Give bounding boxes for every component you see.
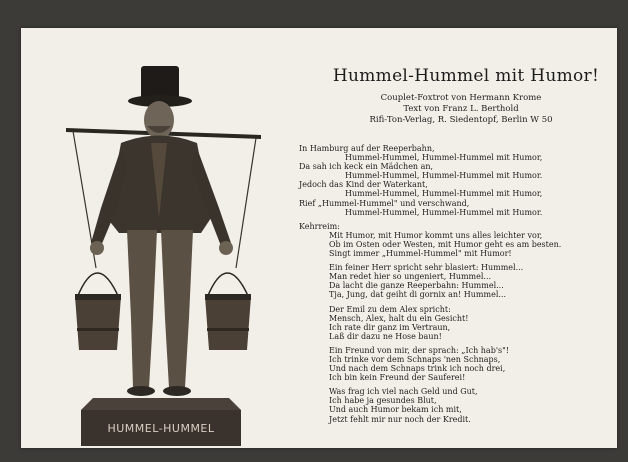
lyric-line: Hummel-Hummel, Hummel-Hummel mit Humor,	[345, 153, 543, 163]
lyric-line: Mit Humor, mit Humor kommt uns alles leichter vor,	[329, 230, 543, 240]
lyric-line: Hummel-Hummel, Hummel-Hummel mit Humor.	[345, 171, 543, 181]
lyric-line: Was frag ich viel nach Geld und Gut,	[329, 387, 478, 397]
lyric-line: Ein feiner Herr spricht sehr blasiert: Hummel...	[329, 263, 524, 273]
lyric-line: Ich trinke vor dem Schnaps 'nen Schnaps,	[329, 354, 501, 364]
lyric-line: Da lacht die ganze Reeperbahn: Hummel...	[329, 281, 504, 291]
lyric-line: Rief „Hummel-Hummel" und verschwand,	[299, 198, 470, 208]
lyric-line: Hummel-Hummel, Hummel-Hummel mit Humor,	[345, 189, 543, 199]
lyric-line: Ich habe ja gesundes Blut,	[329, 396, 437, 406]
lyric-line: Laß dir dazu ne Hose baun!	[329, 331, 442, 341]
lyric-line: Jedoch das Kind der Waterkant,	[299, 180, 428, 190]
statue-illustration	[61, 58, 291, 448]
lyric-line: Ich bin kein Freund der Sauferei!	[329, 373, 466, 383]
refrain-label: Kehrreim:	[299, 221, 340, 231]
credit-line: Couplet-Foxtrot von Hermann Krome	[380, 93, 542, 103]
lyrics	[299, 144, 609, 424]
credit-line: Text von Franz L. Berthold	[403, 104, 519, 114]
lyric-line: Man redet hier so ungeniert, Hummel...	[329, 272, 492, 282]
lyric-line: Ein Freund von mir, der sprach: „Ich hab's"!	[329, 345, 510, 355]
lyric-line: Ich rate dir ganz im Vertraun,	[329, 322, 451, 332]
lyric-line: Da sah ich keck ein Mädchen an,	[299, 162, 434, 172]
lyric-line: Und auch Humor bekam ich mit,	[329, 405, 462, 415]
lyric-line: Mensch, Alex, halt du ein Gesicht!	[329, 313, 469, 323]
lyric-line: In Hamburg auf der Reeperbahn,	[299, 144, 435, 153]
lyric-line: Hummel-Hummel, Hummel-Hummel mit Humor.	[345, 207, 543, 217]
lyric-line: Der Emil zu dem Alex spricht:	[329, 304, 451, 314]
song-title: Hummel-Hummel mit Humor!	[332, 66, 600, 86]
lyric-line: Ob im Osten oder Westen, mit Humor geht es am besten.	[329, 239, 562, 249]
credit-line: Rifi-Ton-Verlag, R. Siedentopf, Berlin W 50	[369, 115, 553, 125]
statue-base-text: HUMMEL-HUMMEL	[107, 422, 215, 435]
credits	[321, 93, 601, 126]
lyric-line: Jetzt fehlt mir nur noch der Kredit.	[329, 414, 471, 424]
lyric-line: Tja, Jung, dat geiht di gornix an! Hummel...	[329, 290, 507, 300]
lyric-line: Singt immer „Hummel-Hummel" mit Humor!	[329, 249, 512, 259]
postcard	[21, 28, 617, 448]
lyric-line: Und nach dem Schnaps trink ich noch drei,	[329, 364, 506, 374]
